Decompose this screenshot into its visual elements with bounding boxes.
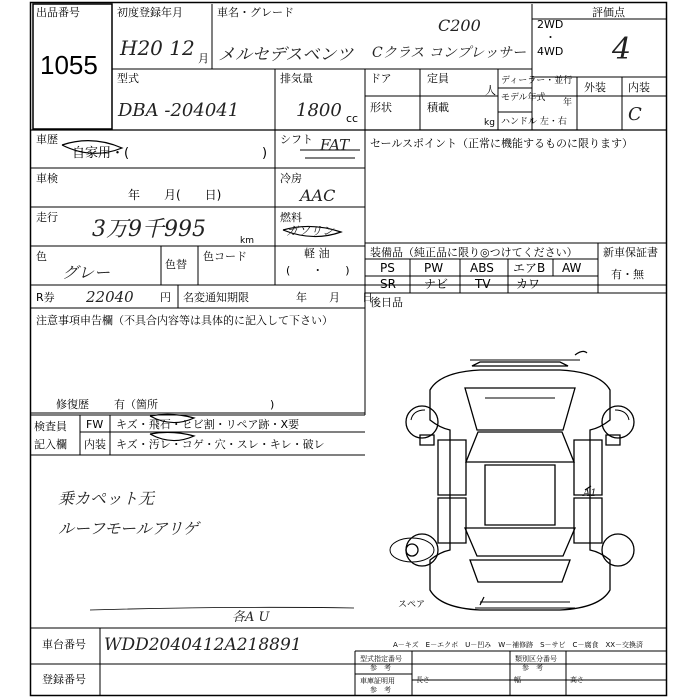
cooler-value: AAC <box>300 186 336 205</box>
inspection-label: 車検 <box>36 172 58 185</box>
interior-label: 内装 <box>628 81 650 94</box>
equip-pw: PW <box>424 261 444 275</box>
garage-cert-ref: 参 考 <box>370 686 391 694</box>
displacement-label: 排気量 <box>280 72 313 85</box>
shape-label: 形状 <box>370 101 392 114</box>
load-unit: kg <box>484 118 495 128</box>
shift-value: FAT <box>320 136 350 154</box>
recycle-unit: 円 <box>160 291 171 304</box>
model-year-label: モデル年式 <box>501 93 546 103</box>
warranty-value: 有・無 <box>611 268 644 281</box>
fw-checklist: キズ・飛石・ヒビ割・リペア跡・X要 <box>116 418 300 431</box>
color-label: 色 <box>36 250 47 263</box>
equip-sr: SR <box>380 277 396 291</box>
first-registration-value: H20 12 <box>120 36 195 60</box>
interior-checklist: キズ・汚レ・コゲ・穴・スレ・キレ・破レ <box>116 438 325 451</box>
cooler-label: 冷房 <box>280 172 302 185</box>
transfer-deadline-label: 名変通知期限 <box>183 291 249 304</box>
repaint-label: 色替 <box>165 258 187 271</box>
car-diagram <box>370 340 670 620</box>
equip-airbag: エアB <box>513 261 546 275</box>
capacity-label: 定員 <box>427 72 449 85</box>
fuel-paren: ( ・ ) <box>286 264 350 277</box>
drive-2wd: 2WD <box>537 18 564 31</box>
garage-cert-label: 車庫証明用 <box>360 677 395 685</box>
rear-items-label: 後日品 <box>370 296 403 309</box>
inspector-label: 検査員 <box>34 420 67 433</box>
inspection-format: 年 月( 日) <box>128 188 222 202</box>
class-number-ref: 参 考 <box>522 664 543 672</box>
first-registration-month: 月 <box>198 52 209 65</box>
interior-score: C <box>628 104 642 125</box>
load-label: 積載 <box>427 101 449 114</box>
fuel-label: 燃料 <box>280 211 302 224</box>
length-label: 長さ <box>416 676 430 684</box>
equip-ps: PS <box>380 261 395 275</box>
mileage-label: 走行 <box>36 211 58 224</box>
inspector-note-1: 乗カペット无 <box>58 489 155 508</box>
door-label: ドア <box>370 72 392 85</box>
inspector-entry-label: 記入欄 <box>34 438 67 451</box>
car-name-value: メルセデスベンツ <box>218 45 354 65</box>
equip-tv: TV <box>475 277 491 291</box>
recycle-label: R券 <box>36 291 55 304</box>
sales-point-label: セールスポイント（正常に機能するものに限ります） <box>370 137 634 150</box>
damage-mark-a1: A1 <box>583 488 597 499</box>
chassis-label: 車台番号 <box>42 638 86 651</box>
lot-number: 1055 <box>40 50 98 80</box>
type-value: DBA -204041 <box>118 100 240 121</box>
history-label: 車歴 <box>36 133 58 146</box>
drive-4wd: 4WD <box>537 45 564 58</box>
displacement-unit: cc <box>346 112 359 125</box>
equip-abs: ABS <box>470 261 494 275</box>
color-value: グレー <box>62 263 111 282</box>
warranty-label: 新車保証書 <box>603 246 658 259</box>
model-code: C200 <box>438 16 481 35</box>
mileage-value: 3万9千995 <box>92 217 206 242</box>
inspector-note-2: ルーフモールアリゲ <box>58 519 199 538</box>
color-code-label: 色コード <box>203 250 247 263</box>
damage-legend: A－キズ E－エクボ U－凹み W－補修跡 S－サビ C－腐食 XX－交換済 <box>393 641 644 649</box>
class-number-label: 類別区分番号 <box>515 655 557 663</box>
repair-history-close: ) <box>270 398 275 411</box>
lot-number-label: 出品番号 <box>36 6 80 19</box>
car-grade-value: Cクラス コンプレッサー <box>372 45 527 61</box>
registration-label: 登録番号 <box>42 673 86 686</box>
height-label: 高さ <box>570 676 584 684</box>
first-registration-label: 初度登録年月 <box>117 6 183 19</box>
repair-history-value: 有（箇所 <box>114 398 158 411</box>
equip-aw: AW <box>562 261 582 275</box>
equip-navi: ナビ <box>424 277 449 291</box>
shift-label: シフト <box>280 133 313 146</box>
model-year-unit: 年 <box>563 98 573 108</box>
fuel-gasoline: ガソリン <box>286 224 335 238</box>
handle-label: ハンドル 左・右 <box>501 117 567 127</box>
car-name-label: 車名・グレード <box>217 6 294 19</box>
fw-label: FW <box>86 418 104 431</box>
spare-label: スペア <box>398 600 426 610</box>
history-value: 自家用・( <box>72 146 130 161</box>
exterior-label: 外装 <box>584 81 606 94</box>
history-close: ) <box>262 146 268 161</box>
displacement-value: 1800 <box>296 100 342 121</box>
type-designation-ref: 参 考 <box>370 664 391 672</box>
transfer-deadline-format: 年 月 日 <box>296 291 373 304</box>
capacity-unit: 人 <box>485 84 496 97</box>
grade-label: 評価点 <box>592 6 625 19</box>
mileage-unit: km <box>240 236 254 246</box>
spare-note: 各A U <box>232 610 270 625</box>
recycle-value: 22040 <box>86 288 134 306</box>
equipment-label: 装備品（純正品に限り◎つけてください） <box>370 246 578 259</box>
width-label: 幅 <box>514 676 521 684</box>
notes-title: 注意事項申告欄（不具合内容等は具体的に記入して下さい） <box>36 314 333 327</box>
grade-score: 4 <box>612 32 632 67</box>
repair-history-label: 修復歴 <box>56 398 89 411</box>
equip-leather: カワ <box>516 277 541 291</box>
drive-separator: ・ <box>545 31 556 44</box>
type-label: 型式 <box>117 72 139 85</box>
dealer-label: ディーラー・並行 <box>501 76 573 86</box>
chassis-number: WDD2040412A218891 <box>104 635 302 655</box>
type-designation-label: 型式指定番号 <box>360 655 402 663</box>
fuel-diesel: 軽 油 <box>304 247 330 260</box>
interior-check-label: 内装 <box>84 438 106 451</box>
